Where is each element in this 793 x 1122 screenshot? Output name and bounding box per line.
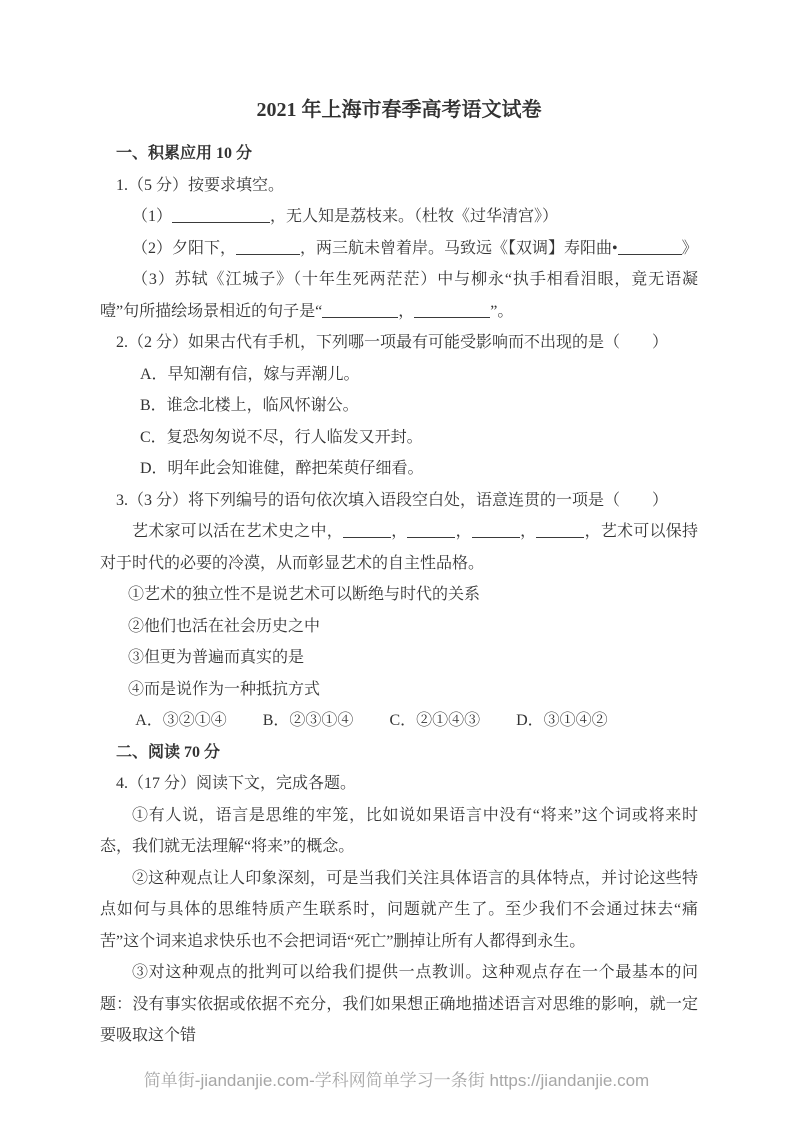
page-title: 2021 年上海市春季高考语文试卷 — [256, 99, 542, 121]
question-3-options-row — [100, 705, 698, 737]
section-2-heading: 二、阅读 70 分 — [116, 743, 221, 761]
answer-blank — [407, 525, 455, 538]
question-2-option-a: A．早知潮有信，嫁与弄潮儿。 — [140, 365, 360, 383]
question-3-stem: 3.（3 分）将下列编号的语句依次填入语段空白处，语意连贯的一项是（ ） — [116, 491, 669, 509]
answer-blank — [472, 525, 520, 538]
question-3-item-4: ④而是说作为一种抵抗方式 — [128, 680, 321, 698]
q3-passage-post: ，艺术可以保持对于时代的必要的冷漠，从而彰显艺术的自主性品格。 — [100, 523, 698, 572]
question-3-option-d: D．③①④② — [516, 712, 608, 729]
question-1-stem: 1.（5 分）按要求填空。 — [116, 176, 285, 194]
question-1-item-1 — [100, 201, 698, 233]
question-3-item-1: ①艺术的独立性不是说艺术可以断绝与时代的关系 — [128, 586, 481, 603]
q1-item-2-pre: （2）夕阳下， — [132, 239, 237, 257]
question-2-option-d: D．明年此会知谁健，醉把茱萸仔细看。 — [140, 460, 424, 477]
question-4-stem: 4.（17 分）阅读下文，完成各题。 — [116, 775, 357, 792]
answer-blank — [172, 210, 270, 223]
reading-paragraph-1: ①有人说，语言是思维的牢笼，比如说如果语言中没有“将来”这个词或将来时态，我们就无法理解“将来”的概念。 — [100, 806, 698, 855]
answer-blank — [618, 242, 682, 255]
document-content — [100, 97, 698, 1052]
answer-blank — [414, 305, 490, 318]
section-1-heading: 一、积累应用 10 分 — [116, 145, 253, 162]
answer-blank — [536, 525, 584, 538]
reading-paragraph-3: ③对这种观点的批判可以给我们提供一点教训。这种观点存在一个最基本的问题：没有事实依据或依据不充分，我们如果想正确地描述语言对思维的影响，就一定要吸取这个错 — [100, 964, 698, 1044]
q3-passage-sep: ， — [390, 523, 408, 540]
q3-passage-pre: 艺术家可以活在艺术史之中， — [132, 523, 343, 540]
question-2-option-b: B．谁念北楼上，临风怀谢公。 — [140, 397, 359, 414]
question-1-item-3 — [100, 264, 698, 327]
q1-item-1-post: ，无人知是荔枝来。（杜牧《过华清宫》） — [270, 208, 559, 225]
question-2-stem: 2.（2 分）如果古代有手机，下列哪一项最有可能受影响而不出现的是（ ） — [116, 334, 669, 351]
question-1-item-2 — [100, 233, 698, 265]
q3-passage-sep: ， — [519, 523, 537, 540]
question-3-option-a: A．③②①④ — [135, 712, 227, 729]
question-3-item-3: ③但更为普遍而真实的是 — [128, 649, 305, 666]
question-2-option-c: C．复恐匆匆说不尽，行人临发又开封。 — [140, 428, 423, 446]
question-3-option-b: B．②③①④ — [262, 712, 354, 729]
footer-watermark: 简单街-jiandanjie.com-学科网简单学习一条街 https://jiandanjie.com — [143, 1071, 650, 1090]
q1-item-2-mid: ，两三航未曾着岸。马致远《【双调】寿阳曲• — [300, 239, 618, 257]
question-3-item-2: ②他们也活在社会历史之中 — [128, 617, 321, 635]
q1-item-2-post: 》 — [681, 239, 698, 257]
answer-blank — [343, 525, 391, 538]
question-3-passage — [100, 516, 698, 579]
q1-item-3-post: ”。 — [490, 302, 514, 320]
answer-blank — [236, 242, 300, 255]
q1-item-3-mid: ， — [398, 302, 415, 320]
reading-paragraph-2: ②这种观点让人印象深刻，可是当我们关注具体语言的具体特点，并讨论这些特点如何与具体的思维特质产生联系时，问题就产生了。至少我们不会通过抹去“痛苦”这个词来追求快乐也不会把词语“死亡”删掉让所有人都得到永生。 — [100, 869, 698, 950]
question-3-option-c: C．②①④③ — [389, 712, 481, 729]
q3-passage-sep: ， — [455, 523, 472, 540]
q1-item-1-pre: （1） — [132, 208, 173, 225]
q1-item-3-pre: （3）苏轼《江城子》（十年生死两茫茫）中与柳永“执手相看泪眼，竟无语凝噎”句所描绘场景相近的句子是“ — [100, 271, 698, 320]
answer-blank — [322, 305, 398, 318]
